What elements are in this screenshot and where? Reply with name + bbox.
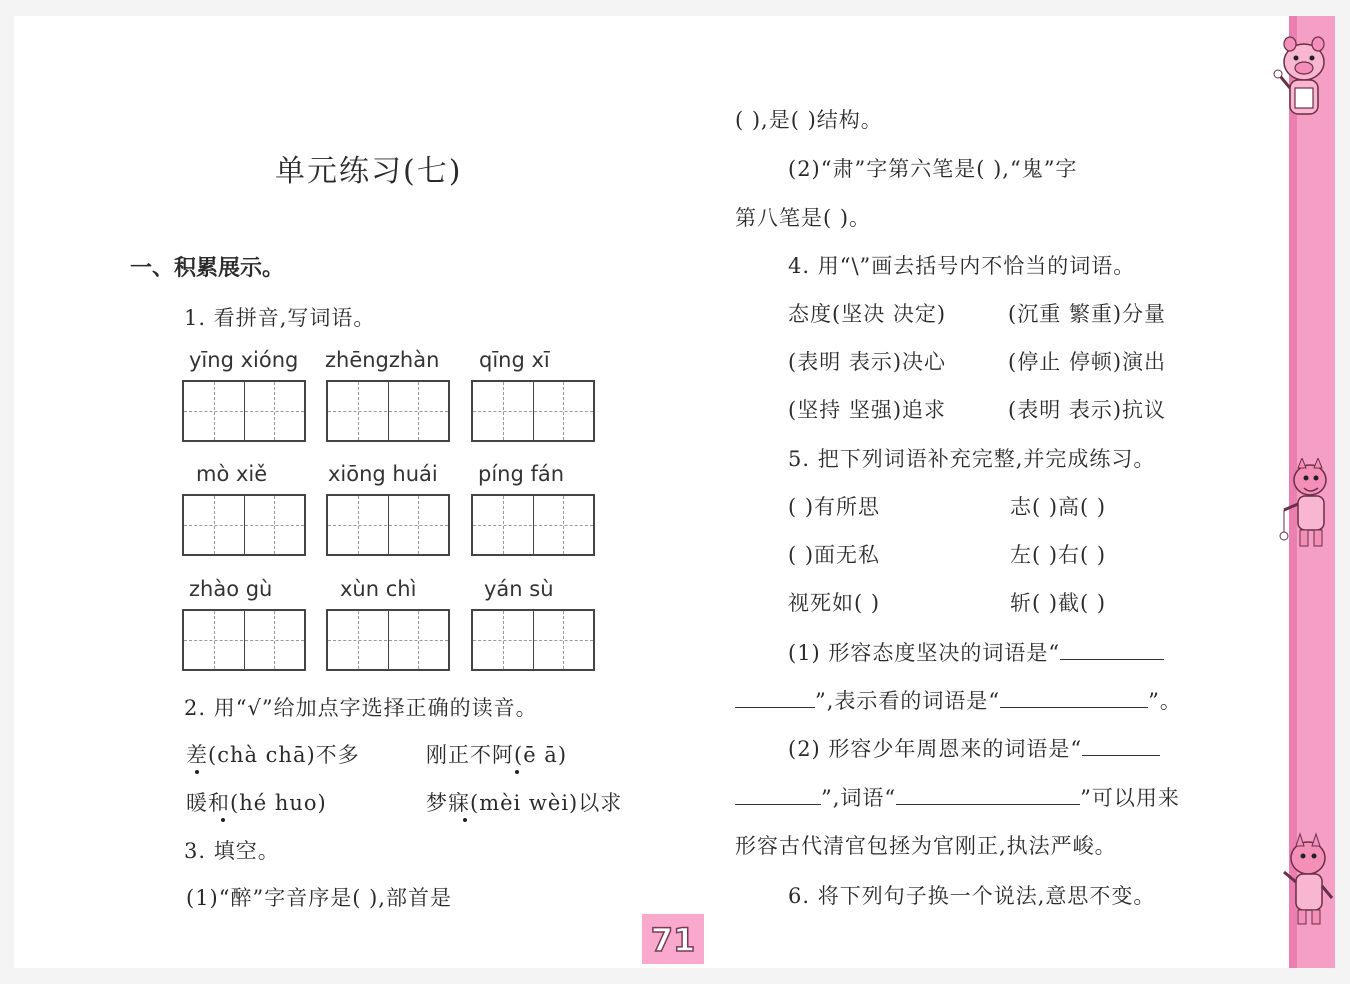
question-5-1-cont: ”,表示看的词语是“ ”。: [735, 685, 1182, 715]
writing-grid[interactable]: [471, 494, 595, 556]
pronunciation-item[interactable]: 梦寐(mèi wèi)以求: [426, 791, 623, 815]
idiom-blank[interactable]: ( )面无私: [788, 543, 881, 567]
pinyin-label: yīng xióng: [189, 348, 299, 372]
section-heading: 一、积累展示。: [130, 256, 285, 281]
wolf-mascot-icon: [1272, 832, 1340, 932]
question-6: 6. 将下列句子换一个说法,意思不变。: [788, 884, 1156, 908]
emphasis-dot: [463, 818, 467, 822]
page-number: 71: [642, 914, 704, 964]
emphasis-dot: [515, 770, 519, 774]
idiom-blank[interactable]: 志( )高( ): [1010, 495, 1107, 519]
pronunciation-item[interactable]: 暖和(hé huo): [186, 791, 327, 815]
pig-mascot-icon: [1268, 32, 1338, 128]
question-5-2-cont: ”,词语“ ”可以用来: [735, 782, 1180, 812]
answer-blank[interactable]: [896, 786, 1080, 805]
word-choice[interactable]: (坚持 坚强)追求: [788, 398, 947, 422]
word-choice[interactable]: (表明 表示)抗议: [1008, 398, 1167, 422]
wolf-mascot-icon: [1276, 458, 1340, 558]
question-5-2-end: 形容古代清官包拯为官刚正,执法严峻。: [735, 834, 1117, 858]
question-5-2: (2) 形容少年周恩来的词语是“: [788, 733, 1160, 763]
pinyin-label: píng fán: [478, 462, 565, 486]
pinyin-label: zhào gù: [189, 577, 273, 601]
word-choice[interactable]: (表明 表示)决心: [788, 350, 947, 374]
word-choice[interactable]: 态度(坚决 决定): [788, 302, 947, 326]
answer-blank[interactable]: [735, 786, 821, 805]
pinyin-label: yán sù: [484, 577, 554, 601]
word-choice[interactable]: (沉重 繁重)分量: [1008, 302, 1167, 326]
question-1: 1. 看拼音,写词语。: [184, 306, 376, 330]
writing-grid[interactable]: [182, 609, 306, 671]
pinyin-label: xiōng huái: [328, 462, 438, 486]
writing-grid[interactable]: [471, 380, 595, 442]
question-4: 4. 用“\”画去括号内不恰当的词语。: [788, 254, 1136, 278]
pronunciation-item[interactable]: 刚正不阿(ē ā): [426, 743, 568, 767]
fill-line: (2)“肃”字第六笔是( ),“鬼”字: [788, 157, 1078, 181]
pinyin-label: xùn chì: [340, 577, 417, 601]
writing-grid[interactable]: [326, 609, 450, 671]
fill-line: ( ),是( )结构。: [735, 108, 883, 132]
answer-blank[interactable]: [1082, 737, 1160, 756]
pronunciation-item[interactable]: 差(chà chā)不多: [186, 743, 360, 767]
writing-grid[interactable]: [182, 380, 306, 442]
question-5-1: (1) 形容态度坚决的词语是“: [788, 637, 1164, 667]
idiom-blank[interactable]: ( )有所思: [788, 495, 881, 519]
word-choice[interactable]: (停止 停顿)演出: [1008, 350, 1167, 374]
pinyin-label: qīng xī: [479, 348, 550, 372]
emphasis-dot: [195, 770, 199, 774]
emphasis-dot: [221, 818, 225, 822]
answer-blank[interactable]: [1000, 689, 1148, 708]
pinyin-label: zhēngzhàn: [325, 348, 440, 372]
answer-blank[interactable]: [1060, 641, 1164, 660]
question-2: 2. 用“√”给加点字选择正确的读音。: [184, 696, 538, 720]
idiom-blank[interactable]: 斩( )截( ): [1010, 591, 1107, 615]
writing-grid[interactable]: [326, 494, 450, 556]
fill-line: 第八笔是( )。: [735, 206, 872, 230]
idiom-blank[interactable]: 左( )右( ): [1010, 543, 1107, 567]
question-5: 5. 把下列词语补充完整,并完成练习。: [788, 447, 1156, 471]
idiom-blank[interactable]: 视死如( ): [788, 591, 881, 615]
question-3-1: (1)“醉”字音序是( ),部首是: [186, 886, 452, 910]
writing-grid[interactable]: [182, 494, 306, 556]
page-title: 单元练习(七): [275, 154, 463, 189]
writing-grid[interactable]: [471, 609, 595, 671]
pinyin-label: mò xiě: [196, 462, 268, 486]
question-3: 3. 填空。: [184, 839, 280, 863]
writing-grid[interactable]: [326, 380, 450, 442]
answer-blank[interactable]: [735, 689, 815, 708]
